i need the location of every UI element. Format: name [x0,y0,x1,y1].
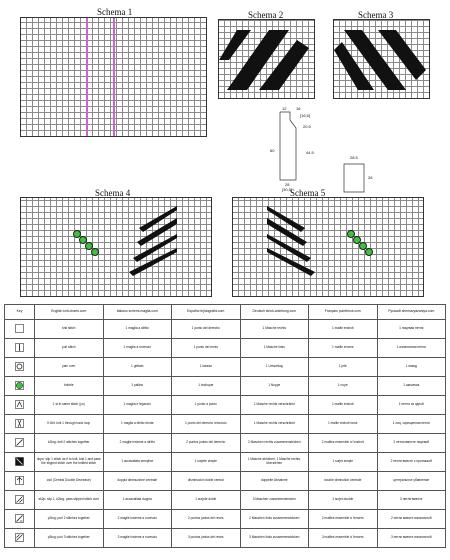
schema-2-title: Schema 2 [248,10,284,20]
legend-cell: 1 punto del derecho [172,320,241,339]
legend-row [5,491,446,510]
legend-cell: 3 mailles ensemble à l'envers [309,529,378,548]
schema-5-pattern [233,198,423,296]
measure-h: [30,5] [282,187,293,192]
legend-cell: 1 maille envers [309,339,378,358]
legend-cell: 1 punto del revés [172,339,241,358]
legend-cell: 1 maille endroit torse [309,415,378,434]
legend-row [5,320,446,339]
highlight-column [113,18,115,136]
legend-header: Italiano schemi-maglia.com [103,305,172,320]
cdd-icon [5,472,35,491]
legend-cell: K1tbl: knit 1 through back loop [35,415,104,434]
legend-cell: 1 Umschlag [240,358,309,377]
legend-cell: 1 jeté [309,358,378,377]
schema-2-pattern [219,20,314,98]
highlight-column [86,18,88,136]
legend-cell: 2 mailles ensemble à l'envers [309,510,378,529]
purl-icon [5,339,35,358]
legend-cell: 1 maglia a diritto ritorta [103,415,172,434]
legend-cell: doppia diminuzione centrale [103,472,172,491]
legend-cell: 2 петли вместе лицевой [377,434,446,453]
legend-cell: 1 pallino [103,377,172,396]
p3tog-icon [5,529,35,548]
measure-f: 44.5 [306,150,314,155]
legend-header: Français pointtricot.com [309,305,378,320]
legend-cell: 2 puntos juntos del revés [172,510,241,529]
legend-cell: 2 петли вместе с протяжкой [377,453,446,472]
legend-cell: yarn over [35,358,104,377]
legend-cell: p2tog: purl 2 stitches together [35,510,104,529]
legend-cell: 1 накид [377,358,446,377]
legend-cell: purl stitch [35,339,104,358]
legend-cell: 1 maglia a diritto [103,320,172,339]
schema-1-chart [20,17,207,137]
legend-cell: 1 изнаночная петля [377,339,446,358]
legend-cell: 1 surjet simple [309,453,378,472]
legend-row [5,434,446,453]
legend-row [5,529,446,548]
legend-row [5,358,446,377]
legend-header-row [5,305,446,320]
legend-row [5,510,446,529]
legend-cell: 3 puntos juntos del revés [172,529,241,548]
legend-cell: 2 Maschen links zusammenstricken [240,510,309,529]
legend-row [5,377,446,396]
legend-cell: 1 gettato [103,358,172,377]
legend-cell: 1 maglia e legaccio [103,396,172,415]
measure-i: 28.5 [350,155,358,160]
legend-cell: 1 лиц. скрещенная петля [377,415,446,434]
legend-cell: p3tog: purl 3 stitches together [35,529,104,548]
legend-header: Key [5,305,35,320]
stitch-legend-table [4,304,446,548]
schema-3-title: Schema 3 [358,10,394,20]
legend-cell: центральное убавление [377,472,446,491]
sk2p-icon [5,491,35,510]
measure-d: 20.5 [303,124,311,129]
knit-icon [5,320,35,339]
schema-5-title: Schema 5 [290,188,326,198]
legend-header: Русский shemavyazaniya.com [377,305,446,320]
legend-cell: 2 maglie insieme a diritto [103,434,172,453]
legend-cell: 1 st in same stitch (yo) [35,396,104,415]
legend-cell: 1 punto del derecho retorcido [172,415,241,434]
bobble-dot [91,248,99,256]
legend-cell: 1 Masche links [240,339,309,358]
p2tog-icon [5,510,35,529]
legend-row [5,396,446,415]
legend-cell: 1 surjete doble [172,491,241,510]
legend-cell: cdd (Central Double Decrease) [35,472,104,491]
schema-2-chart [218,19,315,99]
legend-cell: 3 петли вместе изнаночной [377,529,446,548]
legend-cell: 3 Maschen links zusammenstricken [240,529,309,548]
schema-1-title: Schema 1 [97,7,133,17]
legend-cell: 1 bodoque [172,377,241,396]
legend-cell: 1 Masche rechts verschränkt [240,415,309,434]
legend-cell: sk2p: slip 1, k2tog, pass slipped stitch over [35,491,104,510]
measure-j: 26 [368,175,373,180]
legend-cell: 1 Masche rechts verschränkt [240,396,309,415]
legend-cell: disminución doble central [172,472,241,491]
legend-cell: 2 puntos juntos del derecho [172,434,241,453]
legend-cell: knit stitch [35,320,104,339]
legend-cell: 3 maglie insieme a rovescio [103,529,172,548]
legend-cell: 1 surjete simple [172,453,241,472]
schema-3-pattern [334,20,429,98]
legend-cell: 1 maille endroit [309,320,378,339]
measure-g: 28 [285,182,290,187]
legend-cell: k2tog: knit 2 stitches together [35,434,104,453]
legend-cell: 1 lazada [172,358,241,377]
legend-row [5,472,446,491]
legend-cell: skpo: slip 1 stitch as if to knit, knit 1 and pass the slipped stitch over the knitted stitch [35,453,104,472]
k2tog-icon [5,434,35,453]
legend-cell: 1 maille endroit [309,396,378,415]
legend-cell: 2 петли вместе изнаночной [377,510,446,529]
yo-icon [5,358,35,377]
measure-b: 16 [296,106,301,111]
schema-3-chart [333,19,430,99]
legend-cell: 1 Masche rechts [240,320,309,339]
bobble-icon [5,377,35,396]
schema-4-title: Schema 4 [95,188,131,198]
legend-cell: 2 mailles ensemble à l'endroit [309,434,378,453]
legend-cell: 1 петля из одной [377,396,446,415]
legend-cell: 1 accavallata semplice [103,453,172,472]
legend-cell: 1 Masche abheben, 1 Masche rechts, überziehen [240,453,309,472]
legend-row [5,453,446,472]
legend-cell: doppelte Abnahme [240,472,309,491]
bobble-dot [365,248,373,256]
ktbl-icon [5,415,35,434]
legend-cell: 2 maglie insieme a rovescio [103,510,172,529]
legend-cell: bobble [35,377,104,396]
legend-cell: 1 punto a punto [172,396,241,415]
garment-piece-sleeve [340,160,380,200]
legend-cell: 1 шишечка [377,377,446,396]
legend-cell: 1 лицевая петля [377,320,446,339]
legend-cell: 2 Maschen rechts zusammenstricken [240,434,309,453]
legend-row [5,415,446,434]
inc-icon [5,396,35,415]
legend-cell: 1 accavallata doppia [103,491,172,510]
measure-a: 12 [282,106,287,111]
legend-cell: 1 nope [309,377,378,396]
schema-4-pattern [21,198,211,296]
legend-cell: 3 петли вместе [377,491,446,510]
schema-5-chart [232,197,424,297]
legend-cell: double diminution centrale [309,472,378,491]
legend-header: Deutsch strick-anleitung.com [240,305,309,320]
legend-cell: 1 maglia a rovescio [103,339,172,358]
ssk-icon [5,453,35,472]
legend-cell: 1 Noppe [240,377,309,396]
schema-4-chart [20,197,212,297]
legend-header: English knit-charts.com [35,305,104,320]
legend-header: Español tejidografia.com [172,305,241,320]
measure-e: 60 [270,148,275,153]
legend-cell: 1 surjet double [309,491,378,510]
measure-c: [16,5] [300,113,311,118]
legend-cell: 3 Maschen zusammenstricken [240,491,309,510]
legend-row [5,339,446,358]
